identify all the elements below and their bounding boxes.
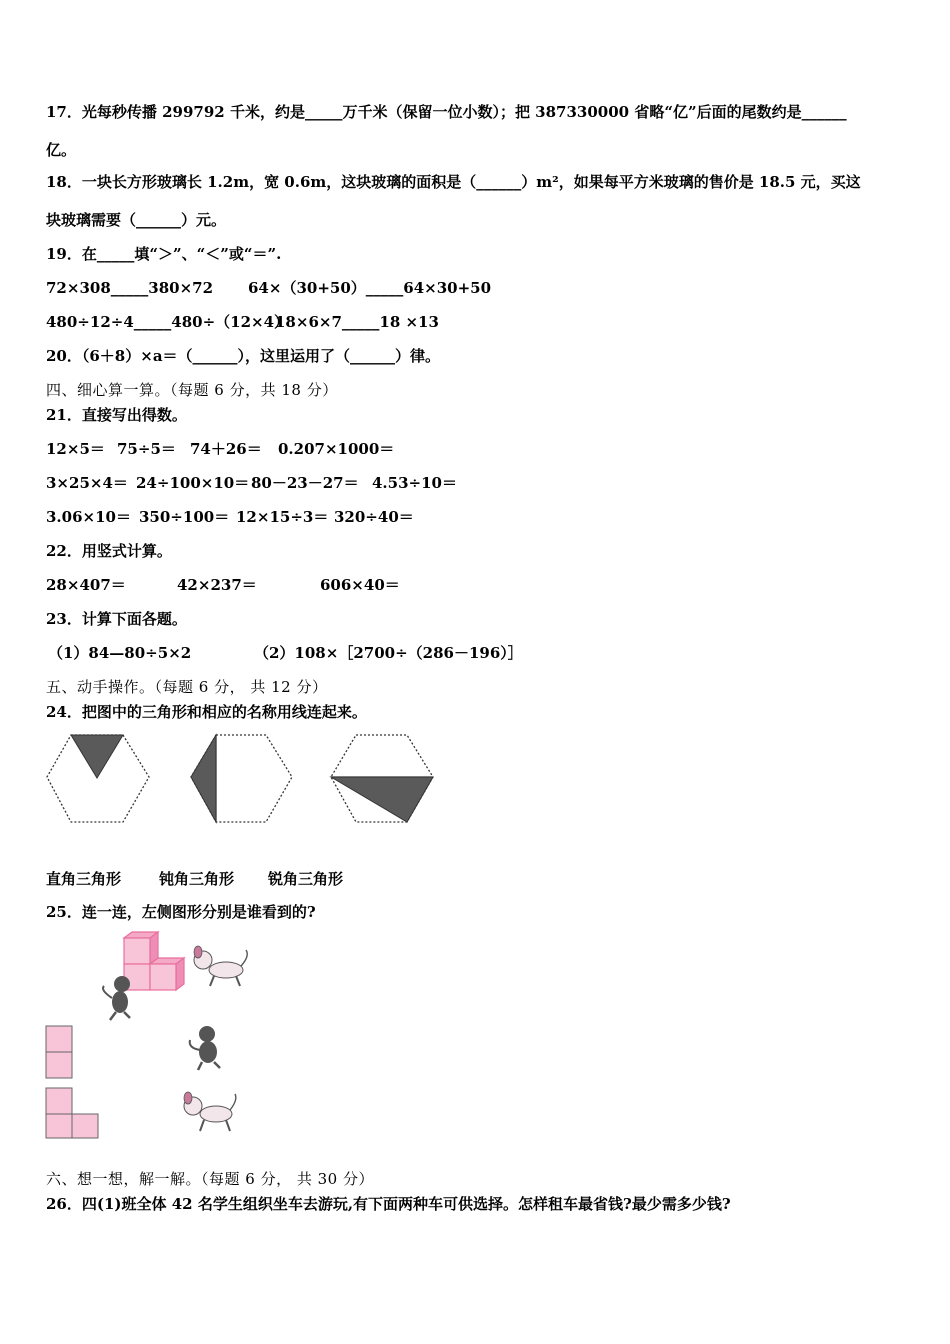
q22-item-3: 606×40＝ xyxy=(320,576,400,594)
q19-item-a: 72×308_____380×72 xyxy=(46,279,214,297)
q19-item-d: 18×6×7_____18 ×13 xyxy=(275,313,439,331)
q21-r2-c3: 80－23－27＝ xyxy=(251,474,359,492)
cube-stack xyxy=(124,932,184,990)
q17-line2: 亿。 xyxy=(46,141,77,159)
view-two-stacked-squares xyxy=(46,1026,72,1078)
triangle-name-right: 直角三角形 xyxy=(46,870,122,888)
q21-r3-c3: 12×15÷3＝ xyxy=(236,508,329,526)
hexagon-obtuse-triangle xyxy=(191,735,292,822)
cubes-views-figure xyxy=(40,928,260,1143)
section-6-title: 六、想一想，解一解。（每题 6 分， 共 30 分） xyxy=(46,1170,374,1188)
q18-line1: 18．一块长方形玻璃长 1.2m，宽 0.6m，这块玻璃的面积是（______）m²，如果每平方米玻璃的售价是 18.5 元，买这 xyxy=(46,173,861,191)
q21-r3-c2: 350÷100＝ xyxy=(139,508,230,526)
q21-r2-c1: 3×25×4＝ xyxy=(46,474,128,492)
q23-part-1: （1）84—80÷5×2 xyxy=(48,644,192,662)
section-5-title: 五、动手操作。（每题 6 分， 共 12 分） xyxy=(46,678,328,696)
q21-r2-c4: 4.53÷10＝ xyxy=(372,474,457,492)
q23-title: 23．计算下面各题。 xyxy=(46,610,187,628)
q22-item-1: 28×407＝ xyxy=(46,576,126,594)
q24-title: 24．把图中的三角形和相应的名称用线连起来。 xyxy=(46,703,367,721)
q18-line2: 块玻璃需要（______）元。 xyxy=(46,211,227,229)
q19-title: 19．在_____填“＞”、“＜”或“＝”. xyxy=(46,245,282,263)
section-4-title: 四、细心算一算。（每题 6 分，共 18 分） xyxy=(46,381,338,399)
hexagon-acute-triangle xyxy=(47,735,149,822)
q21-title: 21．直接写出得数。 xyxy=(46,406,187,424)
q22-item-2: 42×237＝ xyxy=(177,576,257,594)
q22-title: 22．用竖式计算。 xyxy=(46,542,172,560)
q19-item-b: 64×（30+50）_____64×30+50 xyxy=(248,279,492,297)
view-l-shape xyxy=(46,1088,98,1138)
q21-r1-c4: 0.207×1000＝ xyxy=(278,440,395,458)
hexagon-triangles-figure xyxy=(44,732,444,824)
q25-title: 25．连一连，左侧图形分别是谁看到的? xyxy=(46,903,316,921)
q17-line1: 17．光每秒传播 299792 千米，约是_____万千米（保留一位小数）；把 387330000 省略“亿”后面的尾数约是______ xyxy=(46,103,847,121)
q26-text: 26．四(1)班全体 42 名学生组织坐车去游玩,有下面两种车可供选择。怎样租车最省钱?最少需多少钱? xyxy=(46,1195,731,1213)
q21-r3-c1: 3.06×10＝ xyxy=(46,508,131,526)
dog-icon xyxy=(194,946,247,986)
monkey-icon-2 xyxy=(190,1026,220,1070)
q19-item-c: 480÷12÷4_____480÷（12×4） xyxy=(46,313,290,331)
q23-part-2: （2）108×［2700÷（286－196）］ xyxy=(254,644,523,662)
q21-r1-c3: 74＋26＝ xyxy=(190,440,262,458)
q21-r3-c4: 320÷40＝ xyxy=(334,508,414,526)
hexagon-right-triangle xyxy=(331,735,433,822)
triangle-name-obtuse: 钝角三角形 xyxy=(159,870,235,888)
q21-r2-c2: 24÷100×10＝ xyxy=(136,474,250,492)
q20-text: 20．（6＋8）×a＝（______），这里运用了（______）律。 xyxy=(46,347,441,365)
monkey-icon xyxy=(103,976,130,1020)
dog-icon-2 xyxy=(184,1092,236,1131)
triangle-name-acute: 锐角三角形 xyxy=(268,870,344,888)
q21-r1-c2: 75÷5＝ xyxy=(117,440,176,458)
q21-r1-c1: 12×5＝ xyxy=(46,440,105,458)
